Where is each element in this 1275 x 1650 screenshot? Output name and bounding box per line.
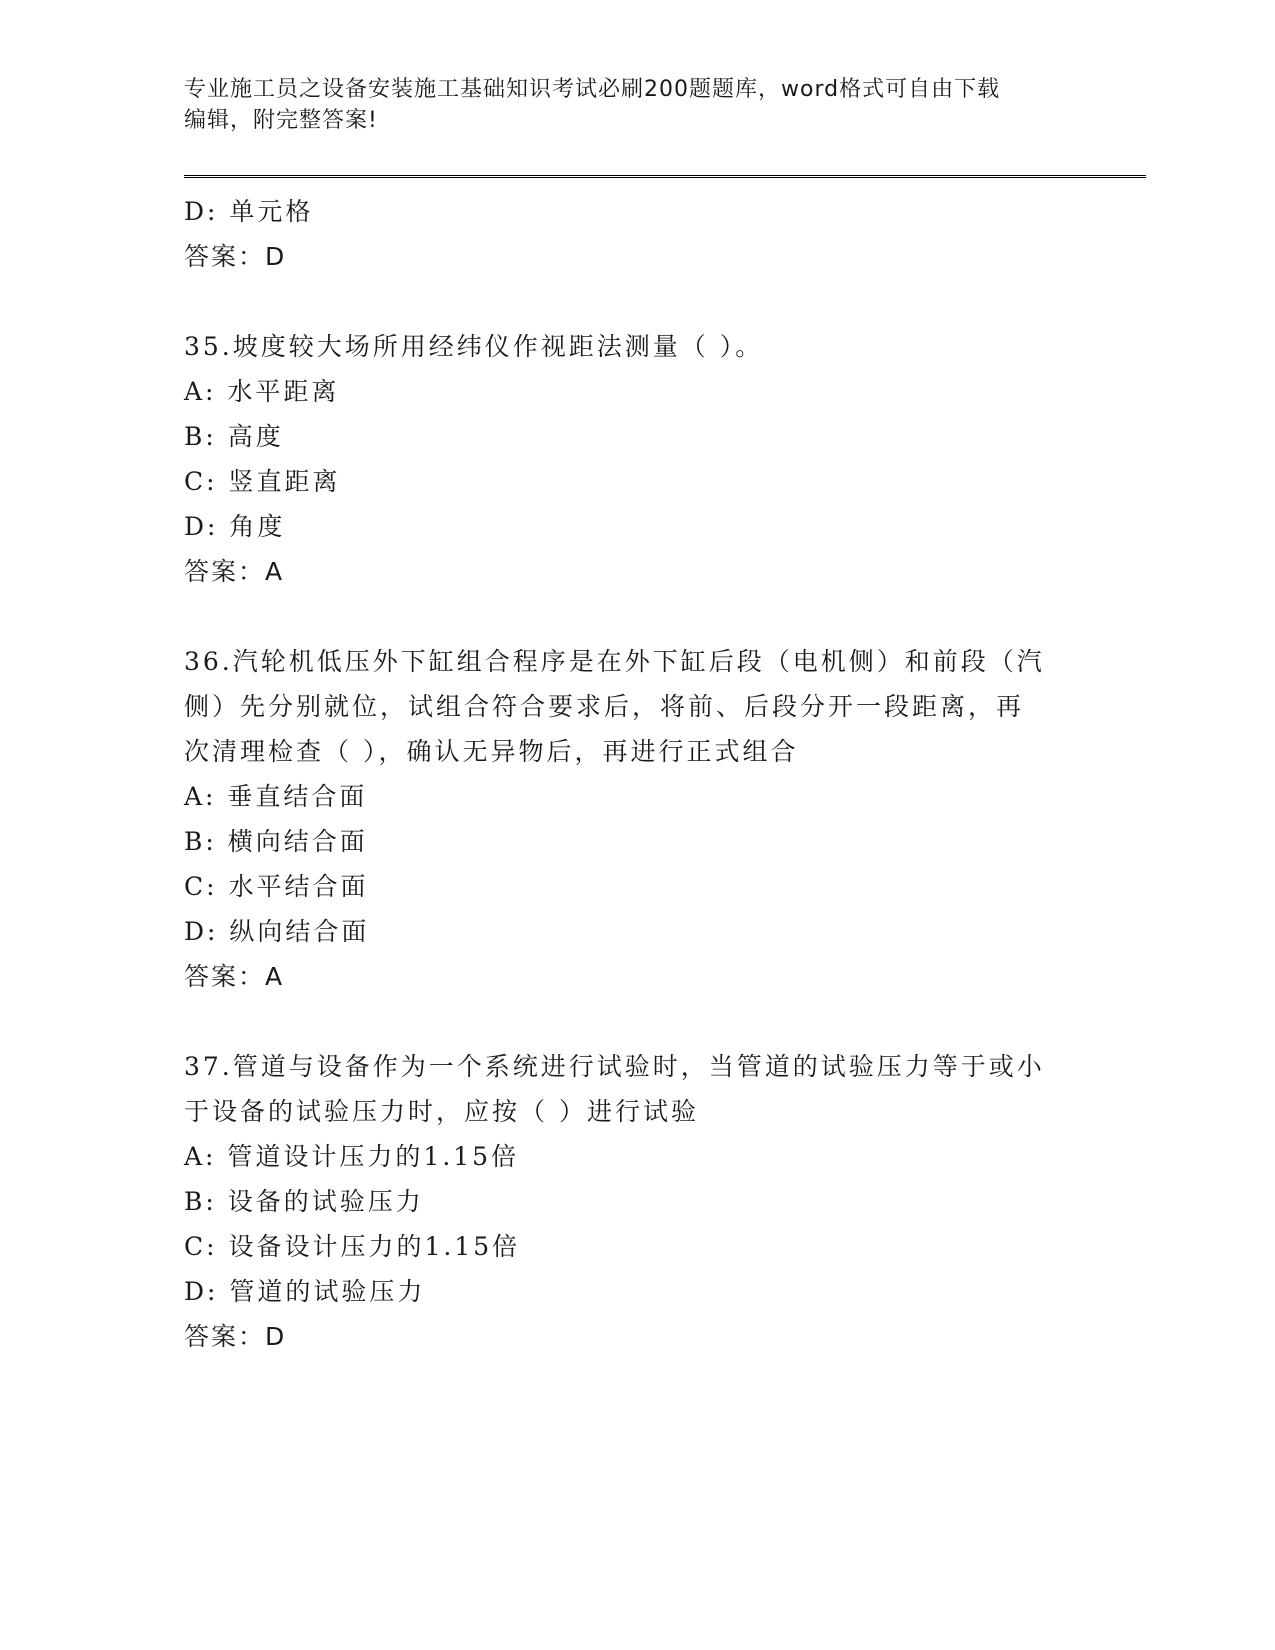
header-divider (184, 175, 1146, 178)
answer-line: 答案：D (184, 1322, 287, 1351)
question-35 (184, 324, 1084, 594)
answer-line: 答案：A (184, 557, 285, 586)
option-c: C: 水平结合面 (184, 872, 369, 901)
option-a: A: 水平距离 (184, 377, 340, 406)
header-title-line-1: 专业施工员之设备安装施工基础知识考试必刷200题题库，word格式可自由下载 (184, 77, 1001, 102)
option-b: B: 设备的试验压力 (184, 1187, 424, 1216)
answer-line: 答案：D (184, 242, 287, 271)
option-d: D: 角度 (184, 512, 286, 541)
spacer (184, 594, 1084, 639)
spacer (184, 999, 1084, 1044)
question-text: 37.管道与设备作为一个系统进行试验时，当管道的试验压力等于或小 (184, 1052, 1045, 1081)
option-d: D: 单元格 (184, 197, 314, 226)
option-b: B: 高度 (184, 422, 284, 451)
option-a: A: 管道设计压力的1.15倍 (184, 1142, 520, 1171)
question-37 (184, 1044, 1084, 1359)
question-text: 36.汽轮机低压外下缸组合程序是在外下缸后段（电机侧）和前段（汽 (184, 647, 1045, 676)
option-c: C: 设备设计压力的1.15倍 (184, 1232, 521, 1261)
question-36 (184, 639, 1084, 999)
spacer (184, 279, 1084, 324)
header-title-line-2: 编辑，附完整答案! (184, 108, 378, 133)
question-text: 次清理检查（ ），确认无异物后，再进行正式组合 (184, 737, 799, 766)
option-a: A: 垂直结合面 (184, 782, 368, 811)
question-text: 35.坡度较大场所用经纬仪作视距法测量（ ）。 (184, 332, 764, 361)
answer-line: 答案：A (184, 962, 285, 991)
document-header (184, 74, 1064, 136)
question-text: 于设备的试验压力时，应按（ ）进行试验 (184, 1097, 699, 1126)
option-d: D: 管道的试验压力 (184, 1277, 426, 1306)
previous-question-tail (184, 189, 1084, 279)
option-b: B: 横向结合面 (184, 827, 368, 856)
question-content (184, 189, 1084, 1359)
option-d: D: 纵向结合面 (184, 917, 370, 946)
question-text: 侧）先分别就位，试组合符合要求后，将前、后段分开一段距离，再 (184, 692, 1025, 721)
option-c: C: 竖直距离 (184, 467, 341, 496)
